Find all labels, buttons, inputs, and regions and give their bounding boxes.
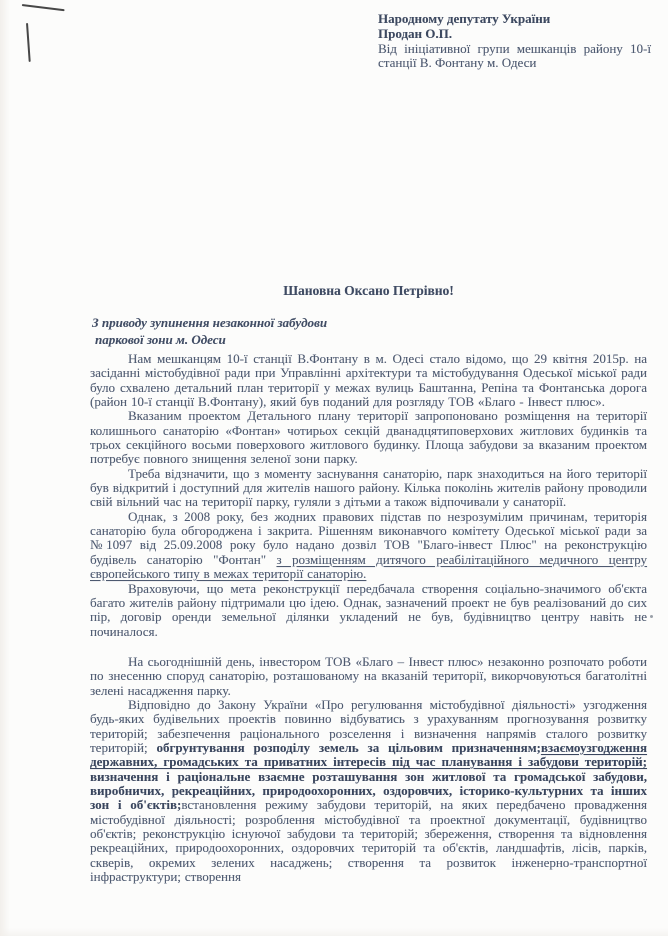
text-segment: визначення і раціональне взаємне розташування зон житлової та громадської забудови, виробничих, рекреаційних, природоохоронних, оздоровчих, історико-культурних та інших зон і об'єктів; — [90, 768, 647, 813]
paragraph — [90, 698, 647, 884]
pen-mark-vertical — [26, 23, 31, 62]
text-segment: Треба відзначити, що з моменту заснування санаторію, парк знаходиться на його території був відкритий і доступний для жителів нашого району. Кілька поколінь жителів району проводили свій вільний час на території парку, гуляли з дітьми а також відпочивали у санаторії. — [90, 465, 647, 510]
text-segment: Відповідно до Закону України «Про регулювання містобудівної діяльності» узгодження будь-яких будівельних проектів повинно відбуватись з урахуванням прогнозування розвитку територій; забезпечення раціонального розселення і визначення напрямів сталого розвитку територій; — [90, 696, 647, 755]
letter-body — [90, 352, 647, 884]
paragraph — [90, 582, 647, 639]
subject-line1: З приводу зупинення незаконної забудови — [92, 315, 328, 330]
paragraph — [90, 409, 647, 466]
subject-line2: паркової зони м. Одеси — [95, 332, 226, 347]
recipient-from: Від ініціативної групи мешканців району 10-ї станції В. Фонтану м. Одеси — [378, 40, 651, 71]
text-segment: обгрунтування розподілу земель за цільовим призначенням; — [156, 739, 541, 755]
pen-mark-horizontal — [22, 4, 65, 12]
text-segment: з розміщенням дитячого реабілітаційного медичного центру європейського типу в межах території санаторію. — [90, 551, 648, 582]
paragraph — [90, 352, 647, 409]
text-segment: взаємоузгодження державних, громадських та приватних інтересів під час планування і забудови територій; — [90, 739, 647, 770]
paragraph — [90, 510, 647, 582]
paragraph — [90, 655, 647, 698]
text-segment: Вказаним проектом Детального плану території запропоновано розміщення на території колишнього санаторію «Фонтан» чотирьох секцій дванадцятиповерхових житлових будинків та трьох секційного восьми поверхового житлового будинку. Площа забудови за вказаним проектом потребує повного знищення зеленої зони парку. — [90, 408, 647, 467]
text-segment: Однак, з 2008 року, без жодних правових підстав по незрозумілим причинам, територія санаторію була обгороджена і закрита. Рішенням виконавчого комітету Одеської міської ради за №1097 від 25.09.2008 року було надано дозвіл ТОВ "Благо-інвест Плюс" на реконструкцію будівель санаторію "Фонтан" — [90, 508, 647, 567]
scan-dot — [650, 615, 653, 618]
recipient-name: Продан О.П. — [378, 25, 453, 41]
text-segment: встановлення режиму забудови територій, на яких передбачено провадження містобудівної діяльності; розроблення містобудівної та проектної документації, будівництво об'єктів; реконструкцію існуючої забудови та територій; збереження, створення та відновлення рекреаційних, природоохоронних, оздоровчих територій та об'єктів, ландшафтів, лісів, парків, скверів, окремих зелених насаджень; створення та розвиток інженерно-транспортної інфраструктури; створення — [90, 797, 647, 885]
subject-block — [92, 314, 327, 348]
text-segment: На сьогоднішній день, інвестором ТОВ «Благо – Інвест плюс» незаконно розпочато роботи по знесенню споруд санаторію, розташованому на вказаній території, викорчовуються багатолітні зелені насадження парку. — [90, 653, 647, 698]
text-segment: Нам мешканцям 10-ї станції В.Фонтану в м. Одесі стало відомо, що 29 квітня 2015р. на засіданні містобудівної ради при Управлінні архітектури та містобудування Одеської міської ради було схвалено детальний план території у межах вулиць Баштанна, Репіна та Фонтанська дорога (район 10-ї станції В.Фонтану), який був поданий для розгляду ТОВ «Благо - Інвест плюс». — [90, 351, 647, 410]
paragraph — [90, 467, 647, 510]
salutation: Шановна Оксано Петрівно! — [283, 283, 454, 298]
recipient-title: Народному депутату України — [378, 11, 551, 26]
recipient-block — [378, 12, 651, 71]
text-segment: Враховуючи, що мета реконструкції передбачала створення соціально-значимого об'єкта багато жителів району підтримали цю ідею. Однак, зазначений проект не був реалізований до сих пір, договір оренди земельної ділянки укладений не був, будівництво центру навіть не починалося. — [90, 580, 647, 639]
